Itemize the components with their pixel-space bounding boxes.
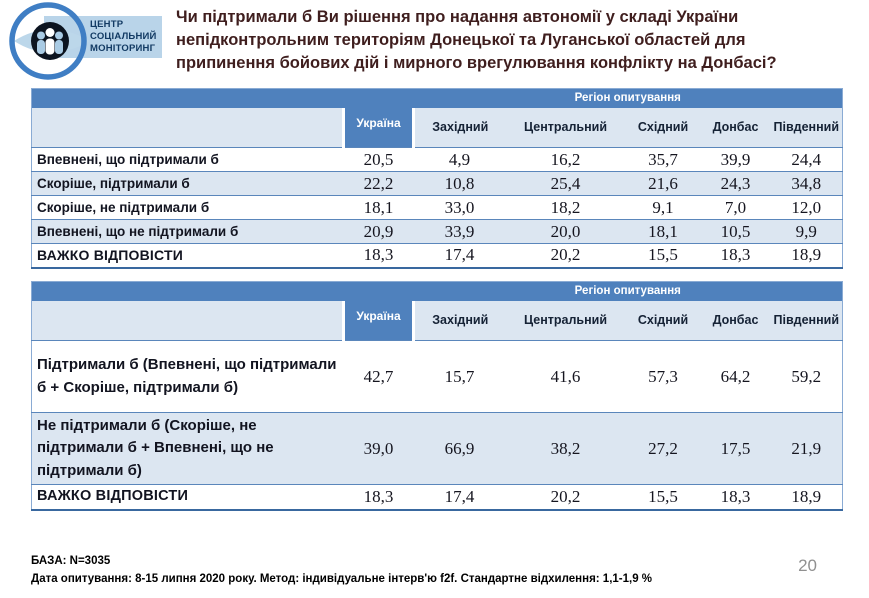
- column-header-central: Центральний: [506, 301, 626, 341]
- value-cell: 7,0: [701, 196, 771, 220]
- value-cell: 41,6: [506, 341, 626, 413]
- value-cell: 15,5: [626, 244, 701, 268]
- table1-columns-row: [32, 108, 843, 148]
- band-blank: [344, 89, 414, 108]
- value-cell: 27,2: [626, 413, 701, 485]
- value-cell: 18,3: [701, 244, 771, 268]
- value-cell: 25,4: [506, 172, 626, 196]
- value-cell: 15,7: [414, 341, 506, 413]
- table2-columns-row: [32, 301, 843, 341]
- column-header-ukraine: Україна: [344, 301, 414, 341]
- row-label: ВАЖКО ВІДПОВІСТИ: [32, 485, 344, 510]
- page-number: 20: [798, 556, 817, 575]
- survey-table-detailed: [31, 88, 843, 269]
- band-blank: [32, 89, 344, 108]
- slide-title: [176, 6, 826, 74]
- value-cell: 18,1: [626, 220, 701, 244]
- value-cell: 34,8: [771, 172, 843, 196]
- label-column-header: [32, 108, 344, 148]
- value-cell: 24,3: [701, 172, 771, 196]
- survey-table-aggregated: [31, 281, 843, 511]
- value-cell: 20,9: [344, 220, 414, 244]
- column-header-east: Східний: [626, 108, 701, 148]
- value-cell: 18,2: [506, 196, 626, 220]
- table-row: [32, 220, 843, 244]
- column-header-east: Східний: [626, 301, 701, 341]
- logo-line-3: МОНІТОРИНГ: [90, 42, 156, 54]
- logo-line-1: ЦЕНТР: [90, 19, 124, 30]
- value-cell: 22,2: [344, 172, 414, 196]
- table-row: [32, 148, 843, 172]
- region-group-header: Регіон опитування: [414, 89, 843, 108]
- value-cell: 57,3: [626, 341, 701, 413]
- value-cell: 20,5: [344, 148, 414, 172]
- value-cell: 38,2: [506, 413, 626, 485]
- value-cell: 20,2: [506, 485, 626, 510]
- row-label: Не підтримали б (Скоріше, не підтримали б + Впевнені, що не підтримали б): [32, 413, 344, 485]
- table1-band-row: [32, 89, 843, 108]
- value-cell: 18,3: [344, 244, 414, 268]
- eye-people-logo-icon: [6, 0, 94, 84]
- value-cell: 12,0: [771, 196, 843, 220]
- row-label: ВАЖКО ВІДПОВІСТИ: [32, 244, 344, 268]
- column-header-ukraine: Україна: [344, 108, 414, 148]
- value-cell: 35,7: [626, 148, 701, 172]
- logo-org-name: [90, 19, 157, 55]
- row-label: Скоріше, не підтримали б: [32, 196, 344, 220]
- row-label: Підтримали б (Впевнені, що підтримали б + Скоріше, підтримали б): [32, 341, 344, 413]
- column-header-south: Південний: [771, 301, 843, 341]
- value-cell: 15,5: [626, 485, 701, 510]
- region-group-header: Регіон опитування: [414, 282, 843, 301]
- value-cell: 10,5: [701, 220, 771, 244]
- value-cell: 9,1: [626, 196, 701, 220]
- value-cell: 16,2: [506, 148, 626, 172]
- table-row: [32, 172, 843, 196]
- value-cell: 17,4: [414, 485, 506, 510]
- column-header-donbas: Донбас: [701, 108, 771, 148]
- value-cell: 17,4: [414, 244, 506, 268]
- value-cell: 21,9: [771, 413, 843, 485]
- row-label: Впевнені, що підтримали б: [32, 148, 344, 172]
- footer-method: Дата опитування: 8-15 липня 2020 року. Метод: індивідуальне інтерв'ю f2f. Стандартне відхилення: 1,1-1,9 %: [31, 572, 653, 585]
- value-cell: 33,0: [414, 196, 506, 220]
- table-row: [32, 244, 843, 268]
- footer-base: БАЗА: N=3035: [31, 555, 111, 567]
- value-cell: 4,9: [414, 148, 506, 172]
- row-label: Впевнені, що не підтримали б: [32, 220, 344, 244]
- logo-line-2: СОЦІАЛЬНИЙ: [90, 30, 157, 42]
- band-blank: [32, 282, 344, 301]
- value-cell: 33,9: [414, 220, 506, 244]
- value-cell: 20,2: [506, 244, 626, 268]
- org-logo: [6, 0, 176, 84]
- table-row: [32, 485, 843, 510]
- value-cell: 42,7: [344, 341, 414, 413]
- title-line-2: непідконтрольним територіям Донецької та Луганської областей для: [176, 30, 746, 49]
- value-cell: 24,4: [771, 148, 843, 172]
- value-cell: 39,0: [344, 413, 414, 485]
- value-cell: 17,5: [701, 413, 771, 485]
- table-row: [32, 196, 843, 220]
- value-cell: 18,3: [344, 485, 414, 510]
- title-line-1: Чи підтримали б Ви рішення про надання автономії у складі України: [176, 8, 739, 26]
- value-cell: 21,6: [626, 172, 701, 196]
- value-cell: 9,9: [771, 220, 843, 244]
- label-column-header: [32, 301, 344, 341]
- band-blank: [344, 282, 414, 301]
- column-header-donbas: Донбас: [701, 301, 771, 341]
- table-row: [32, 413, 843, 485]
- title-line-3: припинення бойових дій і мирного врегулювання конфлікту на Донбасі?: [176, 53, 777, 72]
- value-cell: 18,3: [701, 485, 771, 510]
- value-cell: 39,9: [701, 148, 771, 172]
- value-cell: 59,2: [771, 341, 843, 413]
- footer-notes: [31, 553, 652, 589]
- table2-band-row: [32, 282, 843, 301]
- value-cell: 64,2: [701, 341, 771, 413]
- value-cell: 18,9: [771, 485, 843, 510]
- value-cell: 10,8: [414, 172, 506, 196]
- row-label: Скоріше, підтримали б: [32, 172, 344, 196]
- column-header-central: Центральний: [506, 108, 626, 148]
- column-header-west: Західний: [414, 108, 506, 148]
- table-row: [32, 341, 843, 413]
- value-cell: 20,0: [506, 220, 626, 244]
- column-header-west: Західний: [414, 301, 506, 341]
- value-cell: 18,9: [771, 244, 843, 268]
- value-cell: 18,1: [344, 196, 414, 220]
- value-cell: 66,9: [414, 413, 506, 485]
- column-header-south: Південний: [771, 108, 843, 148]
